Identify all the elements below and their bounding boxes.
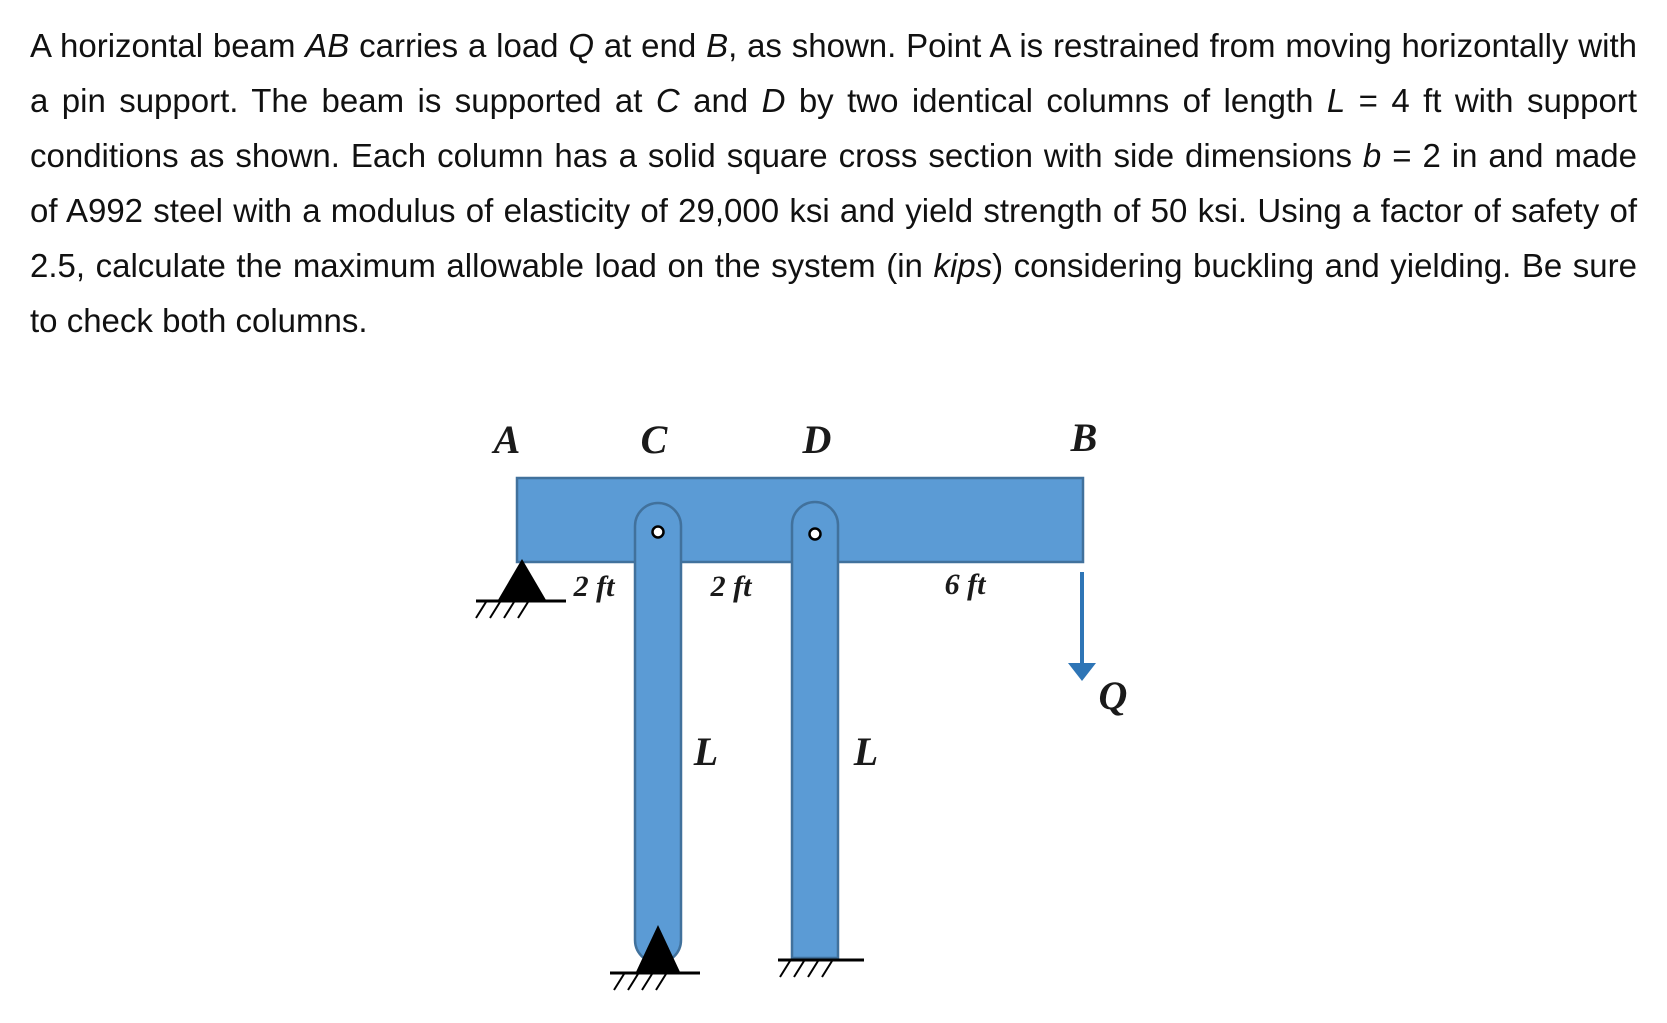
pin-d-top bbox=[810, 529, 821, 540]
dim-cd: 2 ft bbox=[710, 570, 752, 603]
label-b: B bbox=[1070, 415, 1098, 460]
label-c: C bbox=[640, 417, 668, 462]
column-d bbox=[792, 502, 838, 958]
pin-support-c bbox=[610, 925, 700, 990]
problem-statement: A horizontal beam AB carries a load Q at end B, as shown. Point A is restrained from moving horizontally with a pin support. The beam is supported at C and D by two identical columns of length L = 4 ft with support conditions as shown. Each column has a solid square cross section with side dimensions b = 2 in and made of A992 steel with a modulus of elasticity of 29,000 ksi and yield strength of 50 ksi. Using a factor of safety of 2.5, calculate the maximum allowable load on the system (in kips) considering buckling and yielding. Be sure to check both columns. bbox=[30, 27, 1638, 339]
dim-db: 6 ft bbox=[944, 568, 986, 601]
label-d: D bbox=[802, 417, 832, 462]
load-arrow-q bbox=[1068, 572, 1096, 681]
column-c bbox=[635, 503, 681, 963]
dim-ac: 2 ft bbox=[573, 570, 615, 603]
pin-c-top bbox=[653, 527, 664, 538]
label-q: Q bbox=[1098, 673, 1128, 718]
label-l-column-c: L bbox=[693, 729, 719, 774]
fixed-support-d bbox=[778, 960, 864, 977]
label-a: A bbox=[493, 417, 521, 462]
label-l-column-d: L bbox=[853, 729, 879, 774]
pin-support-a bbox=[476, 559, 566, 618]
